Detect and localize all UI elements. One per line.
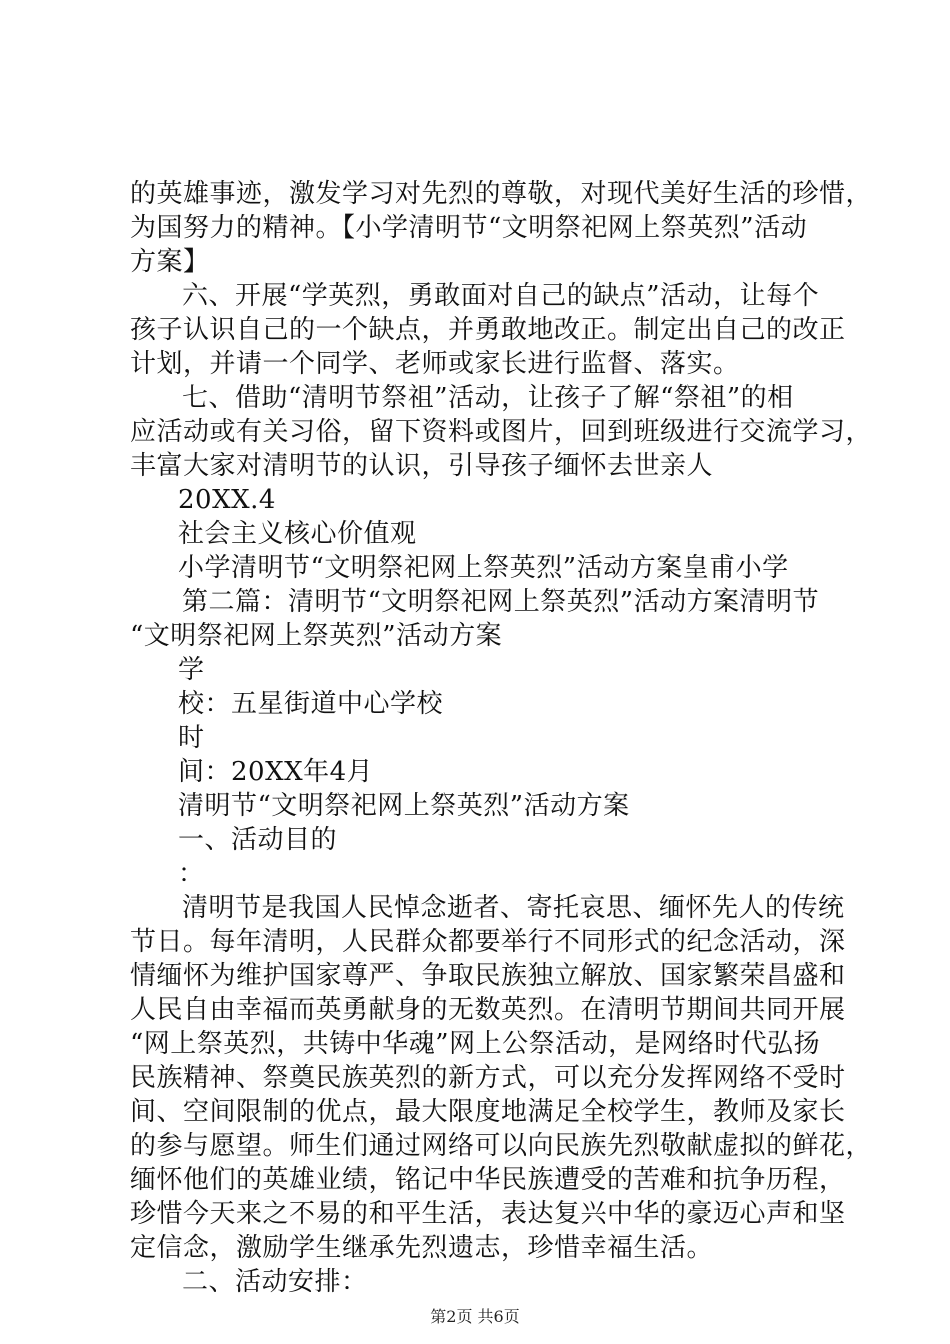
- text-line: ：: [178, 859, 205, 889]
- text-line: 珍惜今天来之不易的和平生活，表达复兴中华的豪迈心声和坚: [130, 1199, 846, 1229]
- text-line: 的英雄事迹，激发学习对先烈的尊敬，对现代美好生活的珍惜，: [130, 179, 873, 209]
- text-line: 丰富大家对清明节的认识，引导孩子缅怀去世亲人: [130, 451, 714, 481]
- text-line: 方案】: [130, 247, 210, 277]
- text-line: “网上祭英烈，共铸中华魂”网上公祭活动，是网络时代弘扬: [130, 1029, 821, 1059]
- text-line: 小学清明节“文明祭祀网上祭英烈”活动方案皇甫小学: [178, 553, 789, 583]
- date-line: 20XX.4: [178, 485, 276, 515]
- text-line: 孩子认识自己的一个缺点，并勇敢地改正。制定出自己的改正: [130, 315, 846, 345]
- text-line: 人民自由幸福而英勇献身的无数英烈。在清明节期间共同开展: [130, 995, 846, 1025]
- section-heading: 第二篇：清明节“文明祭祀网上祭英烈”活动方案清明节: [182, 587, 820, 617]
- text-line: 学: [178, 655, 205, 685]
- text-line: 一、活动目的: [178, 825, 338, 855]
- text-line: 间、空间限制的优点，最大限度地满足全校学生，教师及家长: [130, 1097, 846, 1127]
- text-line: 情缅怀为维护国家尊严、争取民族独立解放、国家繁荣昌盛和: [130, 961, 846, 991]
- text-line: 的参与愿望。师生们通过网络可以向民族先烈敬献虚拟的鲜花，: [130, 1131, 873, 1161]
- text-line: 社会主义核心价值观: [178, 519, 417, 549]
- text-line: 节日。每年清明，人民群众都要举行不同形式的纪念活动，深: [130, 927, 846, 957]
- text-line: 计划，并请一个同学、老师或家长进行监督、落实。: [130, 349, 740, 379]
- text-line: 缅怀他们的英雄业绩，铭记中华民族遭受的苦难和抗争历程，: [130, 1165, 846, 1195]
- text-line: 二、活动安排：: [182, 1267, 368, 1297]
- text-line: 应活动或有关习俗，留下资料或图片，回到班级进行交流学习，: [130, 417, 873, 447]
- text-line: 校：五星街道中心学校: [178, 689, 444, 719]
- text-line: 六、开展“学英烈，勇敢面对自己的缺点”活动，让每个: [182, 281, 820, 311]
- text-line: 时: [178, 723, 205, 753]
- text-line: 间：20XX年4月: [178, 757, 374, 787]
- text-line: 七、借助“清明节祭祖”活动，让孩子了解“祭祖”的相: [182, 383, 794, 413]
- text-line: 民族精神、祭奠民族英烈的新方式，可以充分发挥网络不受时: [130, 1063, 846, 1093]
- text-line: 为国努力的精神。【小学清明节“文明祭祀网上祭英烈”活动: [130, 213, 808, 243]
- text-line: 清明节是我国人民悼念逝者、寄托哀思、缅怀先人的传统: [182, 893, 845, 923]
- page-number-footer: 第2页 共6页: [430, 1307, 520, 1326]
- text-line: 定信念，激励学生继承先烈遗志，珍惜幸福生活。: [130, 1233, 714, 1263]
- text-line: 清明节“文明祭祀网上祭英烈”活动方案: [178, 791, 630, 821]
- section-heading: “文明祭祀网上祭英烈”活动方案: [130, 621, 503, 651]
